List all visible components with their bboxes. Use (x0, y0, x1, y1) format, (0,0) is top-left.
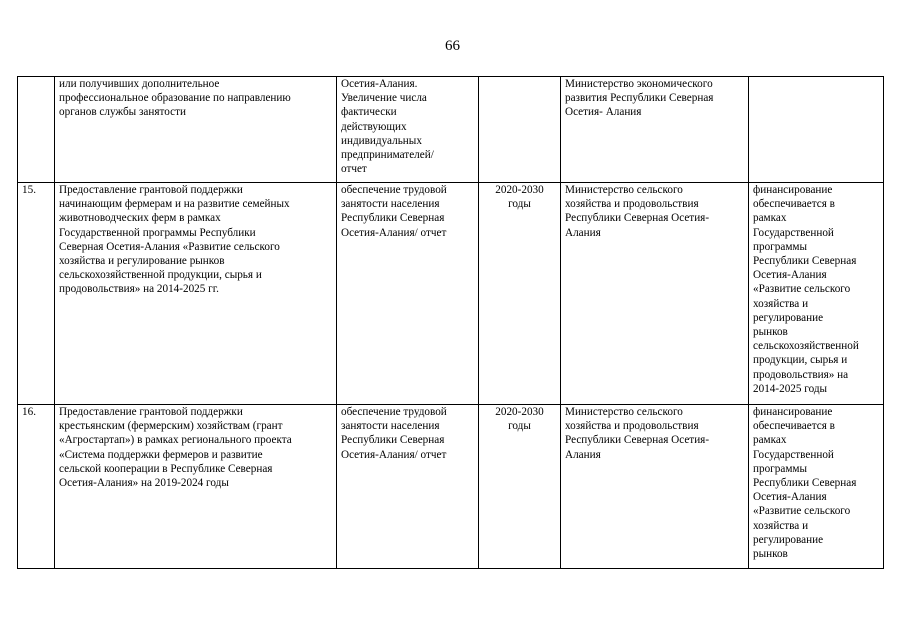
row-number-cell: 15. (18, 183, 55, 405)
table-row (18, 77, 884, 183)
measure-cell: или получивших дополнительное профессиональное образование по направлению органов службы занятости (55, 77, 337, 183)
table-row (18, 405, 884, 569)
period-cell (479, 77, 561, 183)
result-cell: обеспечение трудовой занятости населения Республики Северная Осетия-Алания/ отчет (337, 405, 479, 569)
executor-cell: Министерство экономического развития Республики Северная Осетия- Алания (561, 77, 749, 183)
result-cell: Осетия-Алания. Увеличение числа фактически действующих индивидуальных предпринимателей/ отчет (337, 77, 479, 183)
financing-cell: финансирование обеспечивается в рамках Государственной программы Республики Северная Осетия-Алания «Развитие сельского хозяйства и регулирование рынков сельскохозяйственной продукции, сырья и продовольствия» на 2014-2025 годы (749, 183, 884, 405)
measures-table (17, 76, 884, 569)
financing-cell (749, 77, 884, 183)
page-number: 66 (445, 38, 460, 54)
executor-cell: Министерство сельского хозяйства и продовольствия Республики Северная Осетия- Алания (561, 405, 749, 569)
row-number-cell (18, 77, 55, 183)
result-cell: обеспечение трудовой занятости населения Республики Северная Осетия-Алания/ отчет (337, 183, 479, 405)
period-cell: 2020-2030 годы (479, 183, 561, 405)
financing-cell: финансирование обеспечивается в рамках Государственной программы Республики Северная Осетия-Алания «Развитие сельского хозяйства и регулирование рынков (749, 405, 884, 569)
table-row (18, 183, 884, 405)
row-number-cell: 16. (18, 405, 55, 569)
measure-cell: Предоставление грантовой поддержки крестьянским (фермерским) хозяйствам (грант «Агростартап») в рамках регионального проекта «Система поддержки фермеров и развитие сельской кооперации в Республике Северная Осетия-Алания» на 2019-2024 годы (55, 405, 337, 569)
measure-cell: Предоставление грантовой поддержки начинающим фермерам и на развитие семейных животноводческих ферм в рамках Государственной программы Республики Северная Осетия-Алания «Развитие сельского хозяйства и регулирование рынков сельскохозяйственной продукции, сырья и продовольствия» на 2014-2025 гг. (55, 183, 337, 405)
period-cell: 2020-2030 годы (479, 405, 561, 569)
executor-cell: Министерство сельского хозяйства и продовольствия Республики Северная Осетия- Алания (561, 183, 749, 405)
